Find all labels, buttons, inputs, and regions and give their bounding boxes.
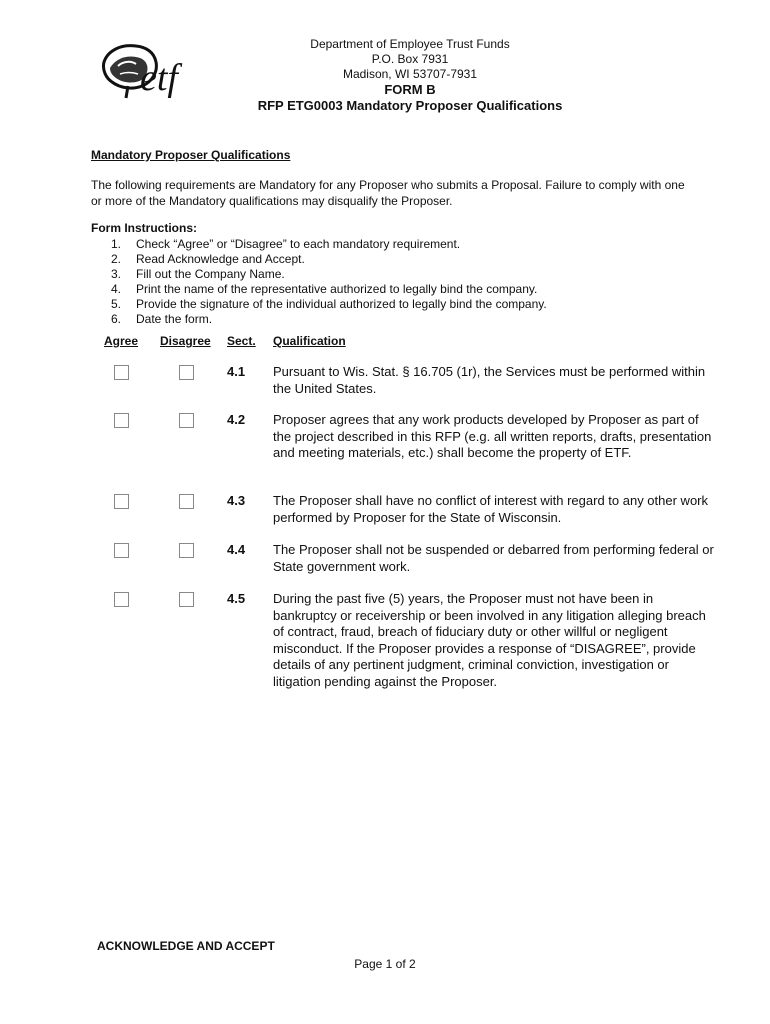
disagree-checkbox[interactable]	[179, 543, 194, 558]
instruction-item: 1. Check “Agree” or “Disagree” to each mandatory requirement.	[111, 237, 461, 251]
agree-checkbox[interactable]	[114, 365, 129, 380]
agree-checkbox[interactable]	[114, 543, 129, 558]
rfp-title: RFP ETG0003 Mandatory Proposer Qualifications	[257, 98, 563, 113]
form-label: FORM B	[384, 82, 436, 97]
instruction-item: 3. Fill out the Company Name.	[111, 267, 285, 281]
po-box: P.O. Box 7931	[371, 52, 449, 66]
qualification-text: During the past five (5) years, the Proposer must not have been in bankruptcy or receivership or been involved in any litigation alleging breach of contract, fraud, breach of fiduciary duty or other willful or negligent misconduct. If the Proposer provides a response of “DISAGREE”, provide details of any pertinent judgment, criminal conviction, investigation or litigation pending against the Proposer.	[273, 591, 706, 689]
column-header-sect: Sect.	[227, 334, 256, 348]
letterhead	[0, 37, 770, 115]
column-header-qualification: Qualification	[273, 334, 346, 348]
section-number: 4.3	[227, 493, 246, 508]
instructions-heading: Form Instructions:	[91, 221, 198, 235]
disagree-checkbox[interactable]	[179, 365, 194, 380]
agree-checkbox[interactable]	[114, 592, 129, 607]
logo-text: etf	[140, 57, 178, 99]
instruction-item: 2. Read Acknowledge and Accept.	[111, 252, 305, 266]
section-number: 4.2	[227, 412, 246, 427]
qualification-text: Proposer agrees that any work products developed by Proposer as part of the project described in this RFP (e.g. all written reports, drafts, presentation and meeting materials, etc.) shall become the property of ETF.	[273, 412, 712, 460]
section-number: 4.4	[227, 542, 246, 557]
page-number: Page 1 of 2	[354, 957, 416, 971]
qualification-text: The Proposer shall have no conflict of interest with regard to any other work performed by Proposer for the State of Wisconsin.	[273, 493, 708, 525]
agree-checkbox[interactable]	[114, 494, 129, 509]
agree-checkbox[interactable]	[114, 413, 129, 428]
section-title: Mandatory Proposer Qualifications	[91, 148, 291, 162]
instruction-item: 5. Provide the signature of the individual authorized to legally bind the company.	[111, 297, 547, 311]
instructions-list	[111, 237, 547, 327]
org-name: Department of Employee Trust Funds	[310, 37, 510, 51]
acknowledge-heading: ACKNOWLEDGE AND ACCEPT	[97, 939, 275, 953]
section-number: 4.1	[227, 364, 246, 379]
qualification-text: Pursuant to Wis. Stat. § 16.705 (1r), the Services must be performed within the United States.	[273, 364, 706, 396]
qualification-text: The Proposer shall not be suspended or debarred from performing federal or State government work.	[273, 542, 714, 574]
column-header-disagree: Disagree	[160, 334, 211, 348]
disagree-checkbox[interactable]	[179, 413, 194, 428]
instruction-item: 6. Date the form.	[111, 312, 213, 326]
disagree-checkbox[interactable]	[179, 592, 194, 607]
intro-text: The following requirements are Mandatory for any Proposer who submits a Proposal. Failure to comply with one or more of the Mandatory qualifications may disqualify the Proposer.	[91, 178, 685, 208]
section-number: 4.5	[227, 591, 246, 606]
column-header-agree: Agree	[104, 334, 139, 348]
instruction-item: 4. Print the name of the representative authorized to legally bind the company.	[111, 282, 538, 296]
city-address: Madison, WI 53707-7931	[342, 67, 478, 81]
disagree-checkbox[interactable]	[179, 494, 194, 509]
